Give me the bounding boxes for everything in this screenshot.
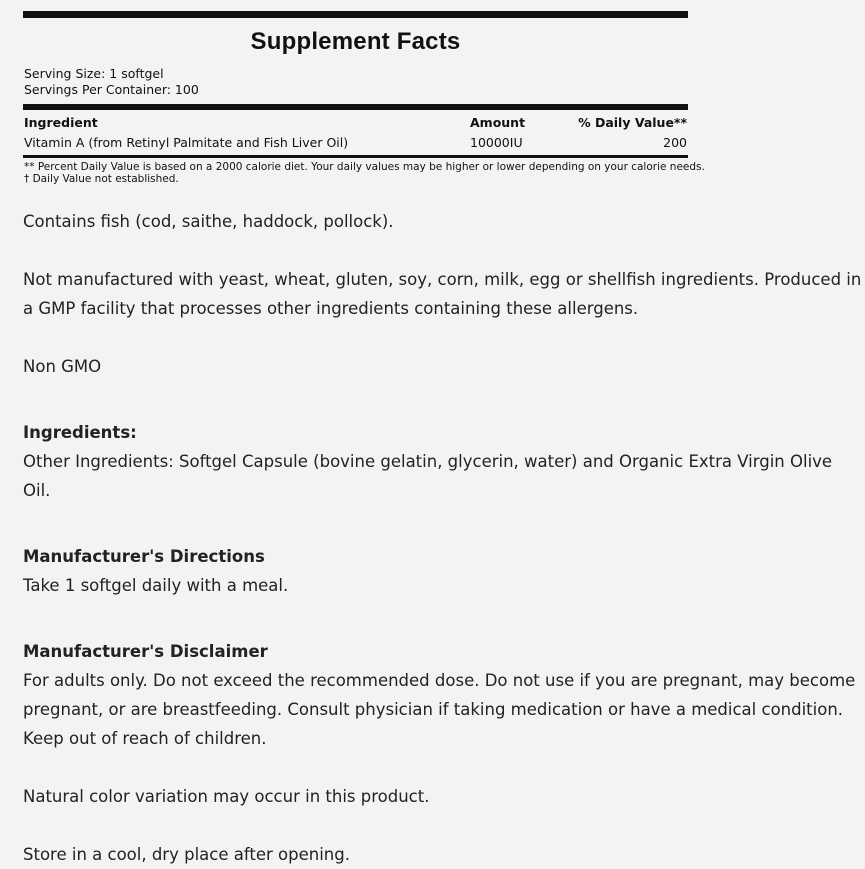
supplement-facts-panel [23,11,705,185]
disclaimer-heading: Manufacturer's Disclaimer [23,642,268,661]
top-rule [23,11,688,18]
row-ingredient: Vitamin A (from Retinyl Palmitate and Fish Liver Oil) [24,135,349,150]
storage-text: Store in a cool, dry place after opening. [23,845,350,864]
column-ingredient: Ingredient [24,115,98,130]
directions-heading: Manufacturer's Directions [23,547,265,566]
row-daily-value: 200 [663,135,687,150]
directions-text: Take 1 softgel daily with a meal. [23,576,289,595]
ingredients-heading: Ingredients: [23,423,137,442]
facts-table-header [23,113,688,133]
color-variation-text: Natural color variation may occur in this product. [23,787,430,806]
footnote-not-established: † Daily Value not established. [24,173,179,185]
footnote-daily-value: ** Percent Daily Value is based on a 2000 calorie diet. Your daily values may be higher or lower depending on your calorie needs. [24,161,705,173]
servings-per-container: Servings Per Container: 100 [24,82,199,97]
column-daily-value: % Daily Value** [578,115,687,130]
ingredients-text: Other Ingredients: Softgel Capsule (bovine gelatin, glycerin, water) and Organic Extra Virgin Olive Oil. [23,452,833,500]
column-amount: Amount [470,115,526,130]
thick-rule [23,104,688,110]
allergen-statement-text: Not manufactured with yeast, wheat, gluten, soy, corn, milk, egg or shellfish ingredients. Produced in a GMP facility that processes other ingredients containing these allergens. [23,270,862,318]
serving-size: Serving Size: 1 softgel [24,66,164,81]
non-gmo-text: Non GMO [23,357,102,376]
supplement-facts-title: Supplement Facts [250,28,461,55]
facts-table-row [23,133,688,153]
product-description [23,207,863,869]
row-amount: 10000IU [470,135,523,150]
thin-rule [23,155,688,158]
disclaimer-text: For adults only. Do not exceed the recommended dose. Do not use if you are pregnant, may become pregnant, or are breastfeeding. Consult physician if taking medication or have a medical condition. Keep out of reach of children. [23,671,856,748]
allergen-fish-text: Contains fish (cod, saithe, haddock, pollock). [23,212,394,231]
